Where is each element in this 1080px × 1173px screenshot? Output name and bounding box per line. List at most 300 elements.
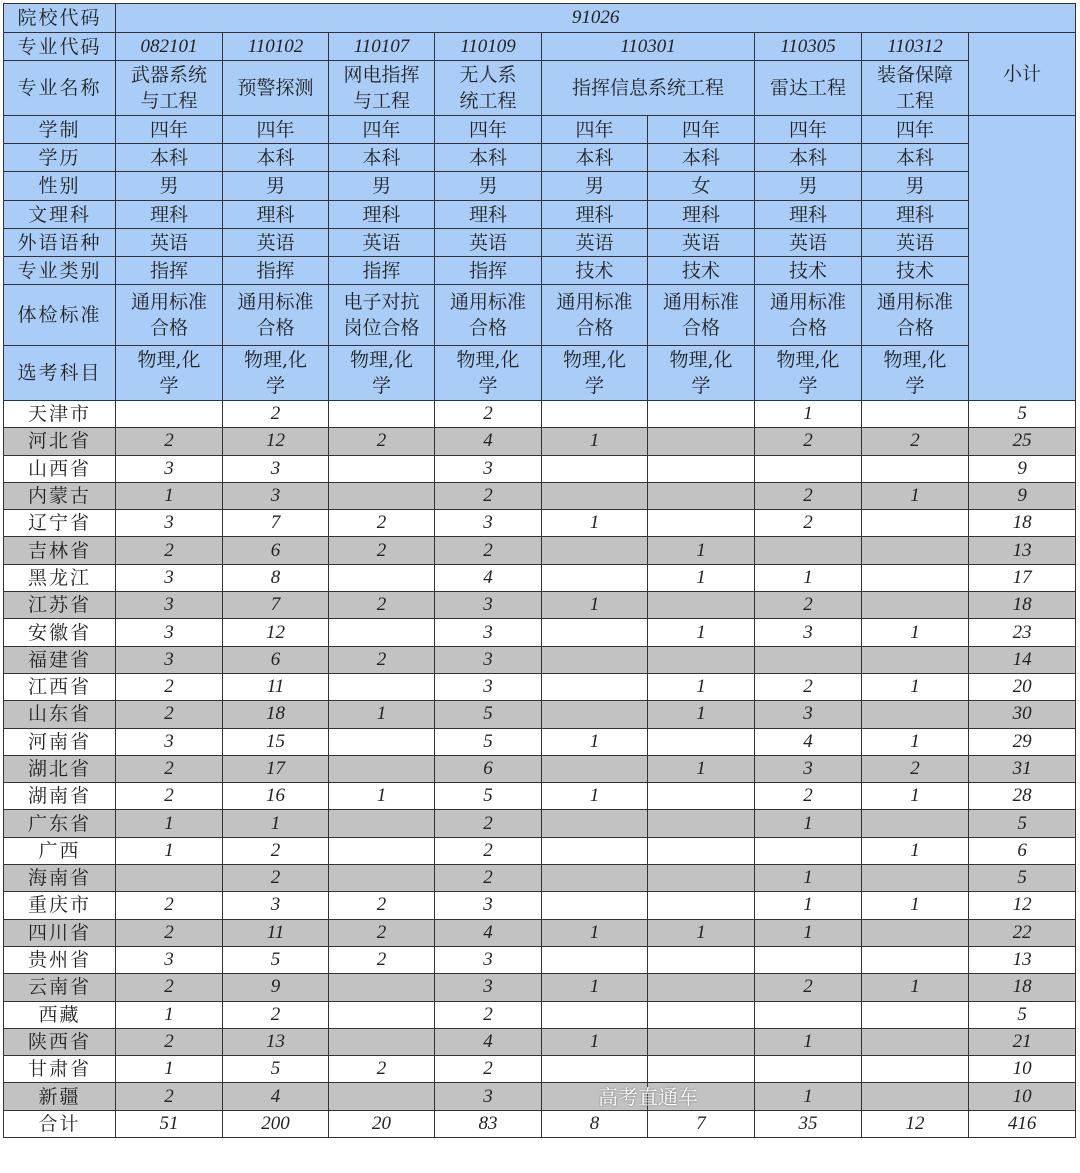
quota-cell: 3 bbox=[755, 701, 862, 728]
quota-cell: 1 bbox=[755, 1083, 862, 1110]
subtotal-cell: 18 bbox=[969, 974, 1076, 1001]
subtotal-cell: 23 bbox=[969, 619, 1076, 646]
attribute-value: 本科 bbox=[329, 144, 435, 172]
region-name: 贵州省 bbox=[4, 946, 116, 973]
quota-cell bbox=[755, 646, 862, 673]
quota-cell: 2 bbox=[329, 919, 435, 946]
subtotal-cell: 21 bbox=[969, 1028, 1076, 1055]
attribute-value: 理科 bbox=[223, 201, 329, 229]
quota-cell: 2 bbox=[435, 837, 542, 864]
quota-cell: 4 bbox=[435, 564, 542, 591]
table-row bbox=[4, 592, 1076, 619]
quota-cell: 2 bbox=[116, 755, 223, 782]
subtotal-cell: 14 bbox=[969, 646, 1076, 673]
attribute-value: 指挥 bbox=[223, 257, 329, 285]
attribute-value: 理科 bbox=[755, 201, 862, 229]
enrollment-plan-table bbox=[3, 3, 1076, 1138]
quota-cell: 2 bbox=[329, 510, 435, 537]
quota-cell: 2 bbox=[329, 1056, 435, 1083]
subtotal-cell: 6 bbox=[969, 837, 1076, 864]
quota-cell: 1 bbox=[862, 892, 969, 919]
quota-cell: 2 bbox=[116, 974, 223, 1001]
quota-cell bbox=[648, 865, 755, 892]
major-code: 110301 bbox=[542, 33, 755, 61]
attribute-value: 四年 bbox=[116, 116, 223, 144]
watermark: 高考直通车 bbox=[598, 1084, 698, 1109]
table-row bbox=[4, 837, 1076, 864]
quota-cell bbox=[862, 1083, 969, 1110]
major-code: 110102 bbox=[223, 33, 329, 61]
attribute-value: 男 bbox=[435, 172, 542, 201]
attribute-label: 学历 bbox=[4, 144, 116, 172]
table-row bbox=[4, 755, 1076, 782]
quota-cell: 5 bbox=[435, 783, 542, 810]
quota-cell bbox=[329, 755, 435, 782]
attribute-value: 本科 bbox=[435, 144, 542, 172]
quota-cell bbox=[542, 537, 648, 564]
quota-cell: 2 bbox=[329, 537, 435, 564]
major-name: 装备保障工程 bbox=[862, 61, 969, 116]
table-row bbox=[4, 537, 1076, 564]
total-cell: 20 bbox=[329, 1110, 435, 1137]
quota-cell bbox=[329, 810, 435, 837]
quota-cell bbox=[862, 564, 969, 591]
subtotal-cell: 10 bbox=[969, 1056, 1076, 1083]
table-row bbox=[4, 865, 1076, 892]
total-cell: 12 bbox=[862, 1110, 969, 1137]
subtotal-cell: 29 bbox=[969, 728, 1076, 755]
attribute-value: 指挥 bbox=[435, 257, 542, 285]
table-row bbox=[4, 701, 1076, 728]
quota-cell: 1 bbox=[542, 1028, 648, 1055]
quota-cell bbox=[329, 673, 435, 700]
quota-cell: 2 bbox=[755, 673, 862, 700]
quota-cell bbox=[329, 455, 435, 482]
total-cell: 35 bbox=[755, 1110, 862, 1137]
attribute-value: 物理,化学 bbox=[542, 346, 648, 401]
attribute-row bbox=[4, 172, 1076, 201]
attribute-value: 电子对抗岗位合格 bbox=[329, 285, 435, 346]
attribute-value: 英语 bbox=[329, 229, 435, 257]
quota-cell: 1 bbox=[862, 783, 969, 810]
quota-cell: 13 bbox=[223, 1028, 329, 1055]
table-row bbox=[4, 1028, 1076, 1055]
attribute-value: 本科 bbox=[755, 144, 862, 172]
quota-cell: 3 bbox=[116, 646, 223, 673]
attribute-row bbox=[4, 229, 1076, 257]
region-name: 河南省 bbox=[4, 728, 116, 755]
quota-cell bbox=[648, 1056, 755, 1083]
attribute-label: 文理科 bbox=[4, 201, 116, 229]
quota-cell: 3 bbox=[435, 646, 542, 673]
quota-cell bbox=[116, 865, 223, 892]
major-name: 网电指挥与工程 bbox=[329, 61, 435, 116]
attribute-value: 男 bbox=[542, 172, 648, 201]
quota-cell: 2 bbox=[862, 755, 969, 782]
total-cell: 8 bbox=[542, 1110, 648, 1137]
quota-cell: 1 bbox=[116, 810, 223, 837]
quota-cell bbox=[648, 401, 755, 428]
quota-cell: 2 bbox=[116, 783, 223, 810]
subtotal-cell: 10 bbox=[969, 1083, 1076, 1110]
attribute-value: 四年 bbox=[755, 116, 862, 144]
quota-cell: 2 bbox=[435, 401, 542, 428]
quota-cell bbox=[542, 1056, 648, 1083]
quota-cell bbox=[862, 401, 969, 428]
quota-cell bbox=[862, 946, 969, 973]
quota-cell: 2 bbox=[755, 974, 862, 1001]
quota-cell bbox=[542, 837, 648, 864]
quota-cell bbox=[542, 619, 648, 646]
region-name: 甘肃省 bbox=[4, 1056, 116, 1083]
attribute-value: 技术 bbox=[862, 257, 969, 285]
subtotal-cell: 5 bbox=[969, 1001, 1076, 1028]
quota-cell bbox=[329, 564, 435, 591]
attribute-row bbox=[4, 144, 1076, 172]
quota-cell: 3 bbox=[116, 510, 223, 537]
quota-cell bbox=[648, 946, 755, 973]
quota-cell: 12 bbox=[223, 619, 329, 646]
quota-cell: 2 bbox=[329, 946, 435, 973]
quota-cell: 1 bbox=[648, 537, 755, 564]
quota-cell bbox=[648, 783, 755, 810]
quota-cell: 1 bbox=[862, 482, 969, 509]
quota-cell bbox=[755, 1001, 862, 1028]
table-row bbox=[4, 919, 1076, 946]
attribute-value: 通用标准合格 bbox=[862, 285, 969, 346]
quota-cell bbox=[648, 510, 755, 537]
total-cell: 200 bbox=[223, 1110, 329, 1137]
quota-cell: 6 bbox=[435, 755, 542, 782]
attribute-value: 理科 bbox=[862, 201, 969, 229]
quota-cell: 4 bbox=[435, 1028, 542, 1055]
attribute-value: 物理,化学 bbox=[329, 346, 435, 401]
quota-cell: 1 bbox=[116, 1001, 223, 1028]
quota-cell bbox=[862, 510, 969, 537]
major-code: 110109 bbox=[435, 33, 542, 61]
attribute-value: 技术 bbox=[648, 257, 755, 285]
attribute-value: 物理,化学 bbox=[755, 346, 862, 401]
region-name: 内蒙古 bbox=[4, 482, 116, 509]
quota-cell: 2 bbox=[435, 1001, 542, 1028]
quota-cell bbox=[329, 401, 435, 428]
table-row bbox=[4, 510, 1076, 537]
quota-cell: 7 bbox=[223, 592, 329, 619]
quota-cell: 3 bbox=[116, 728, 223, 755]
table-row bbox=[4, 482, 1076, 509]
quota-cell bbox=[648, 428, 755, 455]
quota-cell bbox=[862, 1056, 969, 1083]
attribute-label: 外语语种 bbox=[4, 229, 116, 257]
subtotal-cell: 9 bbox=[969, 455, 1076, 482]
attribute-value: 英语 bbox=[116, 229, 223, 257]
table-row bbox=[4, 810, 1076, 837]
attribute-value: 男 bbox=[862, 172, 969, 201]
quota-cell bbox=[862, 537, 969, 564]
quota-cell: 1 bbox=[755, 892, 862, 919]
quota-cell: 3 bbox=[435, 1083, 542, 1110]
quota-cell: 2 bbox=[755, 783, 862, 810]
quota-cell: 5 bbox=[223, 1056, 329, 1083]
region-name: 广东省 bbox=[4, 810, 116, 837]
attribute-value: 英语 bbox=[223, 229, 329, 257]
quota-cell: 1 bbox=[755, 564, 862, 591]
quota-cell bbox=[542, 946, 648, 973]
quota-cell: 2 bbox=[329, 646, 435, 673]
quota-cell bbox=[862, 701, 969, 728]
attribute-value: 理科 bbox=[329, 201, 435, 229]
quota-cell: 3 bbox=[223, 482, 329, 509]
quota-cell: 1 bbox=[542, 783, 648, 810]
quota-cell bbox=[648, 592, 755, 619]
attribute-value: 指挥 bbox=[116, 257, 223, 285]
quota-cell: 15 bbox=[223, 728, 329, 755]
quota-cell: 5 bbox=[223, 946, 329, 973]
region-name: 天津市 bbox=[4, 401, 116, 428]
attribute-value: 英语 bbox=[435, 229, 542, 257]
attribute-label: 专业类别 bbox=[4, 257, 116, 285]
table-row bbox=[4, 455, 1076, 482]
region-name: 山东省 bbox=[4, 701, 116, 728]
table-row bbox=[4, 974, 1076, 1001]
quota-cell: 1 bbox=[755, 919, 862, 946]
subtotal-cell: 20 bbox=[969, 673, 1076, 700]
quota-cell: 7 bbox=[223, 510, 329, 537]
attribute-value: 技术 bbox=[755, 257, 862, 285]
attribute-value: 通用标准合格 bbox=[435, 285, 542, 346]
quota-cell: 2 bbox=[329, 428, 435, 455]
quota-cell: 9 bbox=[223, 974, 329, 1001]
quota-cell: 3 bbox=[435, 455, 542, 482]
region-name: 福建省 bbox=[4, 646, 116, 673]
attribute-value: 男 bbox=[116, 172, 223, 201]
attribute-row bbox=[4, 346, 1076, 401]
table-row bbox=[4, 783, 1076, 810]
region-name: 吉林省 bbox=[4, 537, 116, 564]
attribute-value: 指挥 bbox=[329, 257, 435, 285]
quota-cell: 3 bbox=[116, 946, 223, 973]
major-code: 082101 bbox=[116, 33, 223, 61]
quota-cell: 2 bbox=[755, 482, 862, 509]
quota-cell: 2 bbox=[435, 865, 542, 892]
quota-cell bbox=[755, 455, 862, 482]
table-row bbox=[4, 428, 1076, 455]
quota-cell: 1 bbox=[755, 401, 862, 428]
quota-cell: 3 bbox=[435, 673, 542, 700]
region-name: 陕西省 bbox=[4, 1028, 116, 1055]
attribute-value: 本科 bbox=[116, 144, 223, 172]
major-name: 武器系统与工程 bbox=[116, 61, 223, 116]
quota-cell bbox=[542, 865, 648, 892]
subtotal-cell: 22 bbox=[969, 919, 1076, 946]
quota-cell: 16 bbox=[223, 783, 329, 810]
attribute-value: 英语 bbox=[542, 229, 648, 257]
quota-cell: 1 bbox=[755, 865, 862, 892]
subtotal-cell: 13 bbox=[969, 946, 1076, 973]
school-code-row bbox=[4, 4, 1076, 33]
quota-cell: 3 bbox=[435, 592, 542, 619]
table-row bbox=[4, 1056, 1076, 1083]
quota-cell: 8 bbox=[223, 564, 329, 591]
attribute-value: 理科 bbox=[435, 201, 542, 229]
quota-cell: 2 bbox=[223, 837, 329, 864]
quota-cell: 2 bbox=[116, 892, 223, 919]
quota-cell: 4 bbox=[435, 428, 542, 455]
quota-cell: 2 bbox=[116, 537, 223, 564]
attribute-label: 学制 bbox=[4, 116, 116, 144]
quota-cell bbox=[329, 1028, 435, 1055]
quota-cell: 3 bbox=[116, 455, 223, 482]
quota-cell: 2 bbox=[435, 810, 542, 837]
region-name: 江苏省 bbox=[4, 592, 116, 619]
quota-cell bbox=[648, 728, 755, 755]
quota-cell: 3 bbox=[755, 619, 862, 646]
quota-cell: 1 bbox=[648, 564, 755, 591]
attribute-value: 物理,化学 bbox=[862, 346, 969, 401]
quota-cell: 6 bbox=[223, 537, 329, 564]
school-code-label: 院校代码 bbox=[4, 4, 116, 33]
attribute-value: 男 bbox=[755, 172, 862, 201]
quota-cell: 2 bbox=[435, 482, 542, 509]
quota-cell: 5 bbox=[435, 701, 542, 728]
quota-cell bbox=[862, 1028, 969, 1055]
major-name-label: 专业名称 bbox=[4, 61, 116, 116]
quota-cell: 2 bbox=[329, 592, 435, 619]
quota-cell bbox=[648, 810, 755, 837]
total-cell: 83 bbox=[435, 1110, 542, 1137]
attribute-value: 四年 bbox=[329, 116, 435, 144]
quota-cell: 1 bbox=[862, 974, 969, 1001]
quota-cell: 1 bbox=[862, 728, 969, 755]
quota-cell: 1 bbox=[542, 510, 648, 537]
quota-cell bbox=[542, 755, 648, 782]
quota-cell: 1 bbox=[329, 701, 435, 728]
table-row bbox=[4, 1001, 1076, 1028]
region-name: 黑龙江 bbox=[4, 564, 116, 591]
attribute-value: 本科 bbox=[542, 144, 648, 172]
quota-cell: 6 bbox=[223, 646, 329, 673]
quota-cell: 1 bbox=[648, 673, 755, 700]
quota-cell bbox=[648, 482, 755, 509]
quota-cell: 2 bbox=[755, 592, 862, 619]
quota-cell: 1 bbox=[755, 810, 862, 837]
quota-cell: 1 bbox=[648, 619, 755, 646]
quota-cell: 1 bbox=[862, 619, 969, 646]
quota-cell: 1 bbox=[116, 1056, 223, 1083]
quota-cell: 3 bbox=[435, 974, 542, 1001]
total-cell: 51 bbox=[116, 1110, 223, 1137]
major-code-row bbox=[4, 33, 1076, 61]
quota-cell: 12 bbox=[223, 428, 329, 455]
major-code-label: 专业代码 bbox=[4, 33, 116, 61]
major-name: 无人系统工程 bbox=[435, 61, 542, 116]
subtotal-cell: 5 bbox=[969, 401, 1076, 428]
subtotal-cell: 31 bbox=[969, 755, 1076, 782]
total-label: 合计 bbox=[4, 1110, 116, 1137]
attribute-row bbox=[4, 285, 1076, 346]
attribute-value: 本科 bbox=[862, 144, 969, 172]
region-name: 湖南省 bbox=[4, 783, 116, 810]
quota-cell bbox=[542, 401, 648, 428]
attribute-value: 四年 bbox=[435, 116, 542, 144]
attribute-value: 通用标准合格 bbox=[542, 285, 648, 346]
quota-cell: 3 bbox=[223, 892, 329, 919]
quota-cell bbox=[116, 401, 223, 428]
quota-cell: 2 bbox=[755, 428, 862, 455]
quota-cell: 3 bbox=[435, 946, 542, 973]
quota-cell bbox=[648, 455, 755, 482]
attribute-value: 通用标准合格 bbox=[116, 285, 223, 346]
quota-cell: 3 bbox=[755, 755, 862, 782]
attribute-value: 男 bbox=[223, 172, 329, 201]
quota-cell: 2 bbox=[116, 1028, 223, 1055]
region-name: 江西省 bbox=[4, 673, 116, 700]
region-name: 海南省 bbox=[4, 865, 116, 892]
attribute-value: 理科 bbox=[648, 201, 755, 229]
region-name: 辽宁省 bbox=[4, 510, 116, 537]
quota-cell: 2 bbox=[862, 428, 969, 455]
quota-cell bbox=[329, 728, 435, 755]
subtotal-cell: 5 bbox=[969, 810, 1076, 837]
attribute-row bbox=[4, 257, 1076, 285]
region-name: 安徽省 bbox=[4, 619, 116, 646]
quota-cell: 1 bbox=[862, 673, 969, 700]
quota-cell: 2 bbox=[223, 865, 329, 892]
attribute-row bbox=[4, 201, 1076, 229]
quota-cell: 1 bbox=[648, 919, 755, 946]
quota-cell bbox=[648, 892, 755, 919]
quota-cell: 1 bbox=[648, 755, 755, 782]
quota-cell bbox=[755, 946, 862, 973]
region-name: 山西省 bbox=[4, 455, 116, 482]
quota-cell: 2 bbox=[755, 510, 862, 537]
region-name: 西藏 bbox=[4, 1001, 116, 1028]
quota-cell bbox=[648, 646, 755, 673]
quota-cell bbox=[329, 1001, 435, 1028]
subtotal-header: 小计 bbox=[969, 33, 1076, 116]
quota-cell bbox=[862, 810, 969, 837]
attribute-value: 四年 bbox=[862, 116, 969, 144]
table-row bbox=[4, 646, 1076, 673]
quota-cell bbox=[648, 1028, 755, 1055]
quota-cell: 1 bbox=[542, 919, 648, 946]
quota-cell bbox=[329, 865, 435, 892]
table-row bbox=[4, 673, 1076, 700]
quota-cell bbox=[862, 1001, 969, 1028]
quota-cell: 3 bbox=[223, 455, 329, 482]
total-row bbox=[4, 1110, 1076, 1137]
attribute-value: 本科 bbox=[648, 144, 755, 172]
region-name: 湖北省 bbox=[4, 755, 116, 782]
quota-cell: 4 bbox=[755, 728, 862, 755]
attribute-value: 技术 bbox=[542, 257, 648, 285]
quota-cell bbox=[862, 865, 969, 892]
quota-cell: 17 bbox=[223, 755, 329, 782]
table-row bbox=[4, 946, 1076, 973]
attribute-value: 理科 bbox=[116, 201, 223, 229]
table-row bbox=[4, 728, 1076, 755]
quota-cell: 2 bbox=[223, 401, 329, 428]
total-cell: 7 bbox=[648, 1110, 755, 1137]
quota-cell: 4 bbox=[223, 1083, 329, 1110]
quota-cell bbox=[862, 592, 969, 619]
quota-cell: 3 bbox=[116, 619, 223, 646]
quota-cell: 1 bbox=[329, 783, 435, 810]
quota-cell bbox=[542, 455, 648, 482]
quota-cell bbox=[648, 1001, 755, 1028]
quota-cell: 2 bbox=[116, 673, 223, 700]
quota-cell bbox=[542, 482, 648, 509]
